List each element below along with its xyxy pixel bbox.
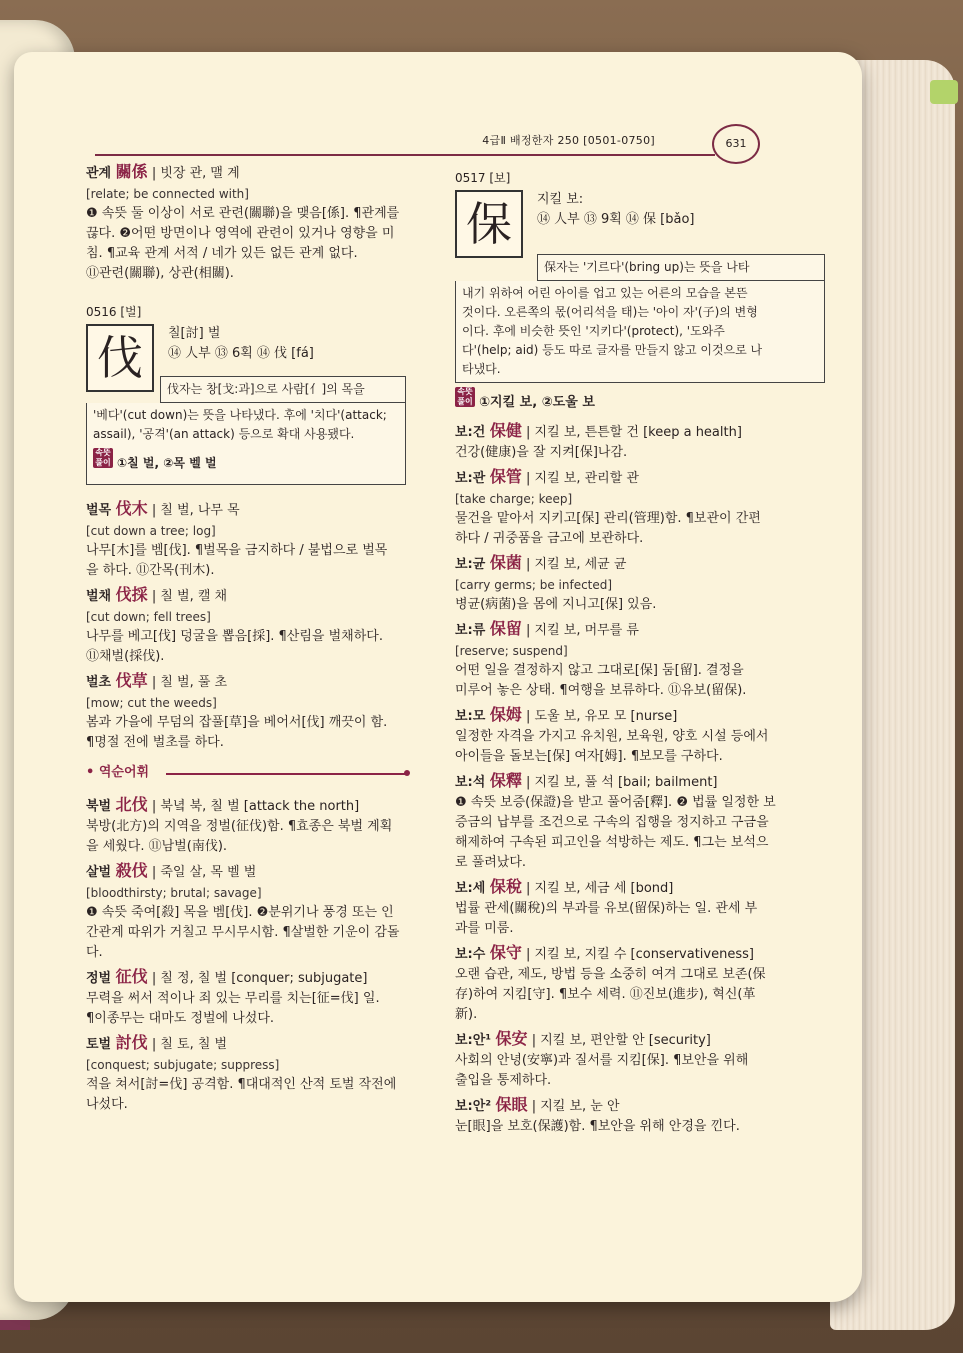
- left-column: [86, 162, 406, 1119]
- headword: 보:석 保釋: [455, 771, 522, 790]
- word-entry: [86, 585, 406, 667]
- section-divider: [86, 763, 406, 783]
- headword-hanja: 討伐: [115, 1033, 148, 1052]
- definition-line: 미루어 놓은 상태. ¶여행을 보류하다. ⑪유보(留保).: [455, 683, 747, 698]
- gloss: | 북녘 북, 칠 벌 [attack the north]: [151, 799, 360, 814]
- char-number: 0517 [보]: [455, 171, 511, 185]
- explain-line: 이다. 후에 비슷한 뜻인 '지키다'(protect), '도와주: [462, 324, 725, 338]
- senses-text: ①지킬 보, ②도울 보: [479, 395, 595, 410]
- definition-line: ❶ 속뜻 보증(保證)을 받고 풀어줌[釋]. ❷ 법률 일정한 보: [455, 795, 776, 810]
- word-entry: [455, 943, 825, 1025]
- word-entry: [455, 1029, 825, 1091]
- char-explanation: [537, 254, 825, 281]
- char-number: 0516 [벌]: [86, 305, 142, 319]
- definition-line: 나무를 베고[伐] 덩굴을 뽑음[採]. ¶산림을 벌채하다.: [86, 629, 383, 644]
- english-gloss: [relate; be connected with]: [86, 187, 249, 201]
- headword-hanja: 伐草: [115, 671, 148, 690]
- explain-line: 伐자는 창[戈:과]으로 사람[亻]의 목을: [167, 382, 365, 396]
- bookmark-ribbon: [930, 80, 958, 104]
- headword: 벌채 伐採: [86, 585, 148, 604]
- gloss: | 칠 벌, 풀 초: [151, 675, 228, 690]
- definition-line: 어떤 일을 결정하지 않고 그대로[保] 둠[留]. 결정을: [455, 663, 744, 678]
- explain-line: 다'(help; aid) 등도 따로 글자를 만들지 않고 이것으로 나: [462, 343, 763, 357]
- gloss: | 지킬 보, 세균 균: [526, 557, 627, 572]
- headword: 보:균 保菌: [455, 553, 522, 572]
- running-head-label: 4급Ⅱ 배정한자 250 [0501-0750]: [482, 134, 655, 147]
- char-glyph: 伐: [86, 324, 154, 392]
- definition-line: ¶이종무는 대마도 정벌에 나섰다.: [86, 1011, 275, 1026]
- gloss: | 칠 정, 칠 벌 [conquer; subjugate]: [151, 971, 368, 986]
- english-gloss: [mow; cut the weeds]: [86, 696, 217, 710]
- headword: 살벌 殺伐: [86, 861, 148, 880]
- char-entry-0517: [455, 168, 825, 254]
- gloss: | 칠 토, 칠 벌: [151, 1037, 228, 1052]
- headword: 보:수 保守: [455, 943, 522, 962]
- definition-line: 해제하여 구속된 피고인을 석방하는 제도. ¶그는 보석으: [455, 835, 769, 850]
- char-meaning: 지킬 보:: [537, 192, 584, 207]
- headword: 정벌 征伐: [86, 967, 148, 986]
- running-head: [95, 118, 725, 158]
- definition-line: ¶명절 전에 벌초를 하다.: [86, 735, 224, 750]
- gloss: | 지킬 보, 편안할 안 [security]: [531, 1033, 711, 1048]
- gloss: | 지킬 보, 풀 석 [bail; bailment]: [526, 775, 718, 790]
- word-entry: [86, 499, 406, 581]
- headword-hanja: 殺伐: [115, 861, 148, 880]
- english-gloss: [conquest; subjugate; suppress]: [86, 1058, 280, 1072]
- char-explanation-cont: [455, 281, 825, 383]
- gloss: | 칠 벌, 캘 채: [151, 589, 228, 604]
- definition-line: 新).: [455, 1007, 478, 1022]
- explain-line: 保자는 '기르다'(bring up)는 뜻을 나타: [544, 260, 750, 274]
- word-entry: [455, 877, 825, 939]
- headword: 관계 關係: [86, 162, 148, 181]
- gloss: | 지킬 보, 머무를 류: [526, 623, 639, 638]
- word-entry: [86, 967, 406, 1029]
- headword-hanja: 伐木: [115, 499, 148, 518]
- header-rule: [95, 154, 715, 156]
- gloss: | 칠 벌, 나무 목: [151, 503, 240, 518]
- word-entry: [455, 421, 825, 463]
- definition-line: 로 풀려났다.: [455, 855, 527, 870]
- headword-hanja: 北伐: [115, 795, 148, 814]
- headword: 보:관 保管: [455, 467, 522, 486]
- headword-hanja: 保姆: [489, 705, 522, 724]
- english-gloss: [cut down; fell trees]: [86, 610, 211, 624]
- definition-line: 병균(病菌)을 몸에 지니고[保] 있음.: [455, 597, 657, 612]
- char-radical: ⑭ 人부 ⑬ 6획 ⑭ 伐 [fá]: [168, 346, 314, 361]
- headword-hanja: 保安: [495, 1029, 528, 1048]
- headword-hanja: 保留: [489, 619, 522, 638]
- definition-line: 증금의 납부를 조건으로 구속의 집행을 정지하고 구금을: [455, 815, 769, 830]
- gloss: | 지킬 보, 지킬 수 [conservativeness]: [526, 947, 754, 962]
- headword-hanja: 伐採: [115, 585, 148, 604]
- definition-line: ❶ 속뜻 죽여[殺] 목을 벰[伐]. ❷분위기나 풍경 또는 인: [86, 905, 394, 920]
- definition-line: 출입을 통제하다.: [455, 1073, 552, 1088]
- definition-line: 간관계 따위가 거칠고 무시무시함. ¶살벌한 기운이 감돌: [86, 925, 400, 940]
- definition-line: 일정한 자격을 가지고 유치원, 보육원, 양호 시설 등에서: [455, 729, 769, 744]
- headword-hanja: 征伐: [115, 967, 148, 986]
- english-gloss: [carry germs; be infected]: [455, 578, 613, 592]
- lead-entry: [86, 162, 406, 284]
- headword-hanja: 保稅: [489, 877, 522, 896]
- explain-line: 것이다. 오른쪽의 몫(어리석을 태)는 '아이 자'(子)의 변형: [462, 305, 758, 319]
- char-meaning: 칠[討] 벌: [168, 326, 221, 341]
- definition-line: 적을 쳐서[討=伐] 공격함. ¶대대적인 산적 토벌 작전에: [86, 1077, 397, 1092]
- senses-text: ①칠 벌, ②목 벨 벌: [117, 456, 217, 470]
- definition-line: 을 세웠다. ⑪남벌(南伐).: [86, 839, 228, 854]
- gloss: | 지킬 보, 튼튼할 건 [keep a health]: [526, 425, 742, 440]
- headword-hanja: 保管: [489, 467, 522, 486]
- char-glyph: 保: [455, 190, 523, 258]
- definition-line: 사회의 안녕(安寧)과 질서를 지킴[保]. ¶보안을 위해: [455, 1053, 749, 1068]
- word-entry: [455, 705, 825, 767]
- word-entry: [455, 553, 825, 615]
- gloss: | 지킬 보, 눈 안: [531, 1099, 620, 1114]
- word-entry: [455, 619, 825, 701]
- page-number: 631: [712, 124, 760, 164]
- english-gloss: [reserve; suspend]: [455, 644, 568, 658]
- gloss: | 지킬 보, 세금 세 [bond]: [526, 881, 674, 896]
- definition-line: 침. ¶교육 관계 서적 / 네가 있든 없든 관계 없다.: [86, 246, 358, 261]
- gloss: | 지킬 보, 관리할 관: [526, 471, 639, 486]
- headword: 보:안¹ 保安: [455, 1029, 528, 1048]
- explain-line: 타냈다.: [462, 362, 501, 376]
- definition-line: 오랜 습관, 제도, 방법 등을 소중히 여겨 그대로 보존(保: [455, 967, 766, 982]
- definition-line: 을 하다. ⑪간목(刊木).: [86, 563, 215, 578]
- headword-hanja: 保釋: [489, 771, 522, 790]
- char-entry-0516: [86, 302, 406, 432]
- english-gloss: [bloodthirsty; brutal; savage]: [86, 886, 262, 900]
- section-title: • 역순어휘: [86, 765, 150, 780]
- definition-line: 다.: [86, 945, 103, 960]
- headword: 보:모 保姆: [455, 705, 522, 724]
- gloss: | 도울 보, 유모 모 [nurse]: [526, 709, 678, 724]
- definition-line: ⑪채벌(採伐).: [86, 649, 165, 664]
- definition-line: 하다 / 귀중품을 금고에 보관하다.: [455, 531, 644, 546]
- explain-line: assail), '공격'(an attack) 등으로 확대 사용됐다.: [93, 427, 355, 441]
- definition-line: 아이들을 돌보는[保] 여자[姆]. ¶보모를 구하다.: [455, 749, 723, 764]
- definition-line: 과를 미룸.: [455, 921, 514, 936]
- word-entry: [86, 671, 406, 753]
- definition-line: 나무[木]를 벰[伐]. ¶벌목을 금지하다 / 불법으로 벌목: [86, 543, 388, 558]
- word-entry: [455, 467, 825, 549]
- word-entry: [455, 771, 825, 873]
- headword: 보:안² 保眼: [455, 1095, 528, 1114]
- headword-hanja: 保健: [489, 421, 522, 440]
- word-entry: [86, 861, 406, 963]
- char-senses: [93, 448, 399, 473]
- definition-line: 存)하여 지킴[守]. ¶보수 세력. ⑪진보(進步), 혁신(革: [455, 987, 756, 1002]
- sense-mark: 속뜻 풀이: [93, 448, 113, 468]
- english-gloss: [cut down a tree; log]: [86, 524, 216, 538]
- word-entry: [86, 795, 406, 857]
- section-dot: [404, 770, 410, 776]
- section-rule: [166, 773, 406, 775]
- right-column: [455, 168, 825, 1141]
- headword: 벌목 伐木: [86, 499, 148, 518]
- word-entry: [455, 1095, 825, 1137]
- headword-hanja: 保眼: [495, 1095, 528, 1114]
- char-radical: ⑭ 人부 ⑬ 9획 ⑭ 保 [bǎo]: [537, 212, 695, 227]
- headword: 보:류 保留: [455, 619, 522, 638]
- definition-line: 건강(健康)을 잘 지켜[保]나감.: [455, 445, 628, 460]
- definition-line: 끊다. ❷어떤 방면이나 영역에 관련이 있거나 영향을 미: [86, 226, 395, 241]
- english-gloss: [take charge; keep]: [455, 492, 573, 506]
- definition-line: 북방(北方)의 지역을 정벌(征伐)함. ¶효종은 북벌 계획: [86, 819, 393, 834]
- explain-line: '베다'(cut down)는 뜻을 나타냈다. 후에 '치다'(attack;: [93, 408, 387, 422]
- headword-hanja: 保守: [489, 943, 522, 962]
- explain-line: 내기 위하여 어린 아이를 업고 있는 어른의 모습을 본뜬: [462, 286, 748, 300]
- definition-line: 눈[眼]을 보호(保護)함. ¶보안을 위해 안경을 낀다.: [455, 1119, 740, 1134]
- gloss: | 빗장 관, 맬 계: [151, 166, 240, 181]
- word-entry: [86, 1033, 406, 1115]
- headword: 보:건 保健: [455, 421, 522, 440]
- headword: 보:세 保稅: [455, 877, 522, 896]
- definition-line: 물건을 맡아서 지키고[保] 관리(管理)함. ¶보관이 간편: [455, 511, 761, 526]
- definition-line: ⑪관련(關聯), 상관(相關).: [86, 266, 234, 281]
- definition-line: 봄과 가을에 무덤의 잡풀[草]을 베어서[伐] 깨끗이 함.: [86, 715, 388, 730]
- definition-line: 나섰다.: [86, 1097, 128, 1112]
- definition-line: 무력을 써서 적이나 죄 있는 무리를 치는[征=伐] 일.: [86, 991, 380, 1006]
- headword: 벌초 伐草: [86, 671, 148, 690]
- headword: 북벌 北伐: [86, 795, 148, 814]
- headword: 토벌 討伐: [86, 1033, 148, 1052]
- definition-line: 법률 관세(關稅)의 부과를 유보(留保)하는 일. 관세 부: [455, 901, 758, 916]
- headword-hanja: 保菌: [489, 553, 522, 572]
- headword-hanja: 關係: [115, 162, 148, 181]
- definition-line: ❶ 속뜻 둘 이상이 서로 관련(關聯)을 맺음[係]. ¶관계를: [86, 206, 400, 221]
- gloss: | 죽일 살, 목 벨 벌: [151, 865, 257, 880]
- sense-mark: 속뜻 풀이: [455, 387, 475, 407]
- char-senses: [455, 387, 825, 413]
